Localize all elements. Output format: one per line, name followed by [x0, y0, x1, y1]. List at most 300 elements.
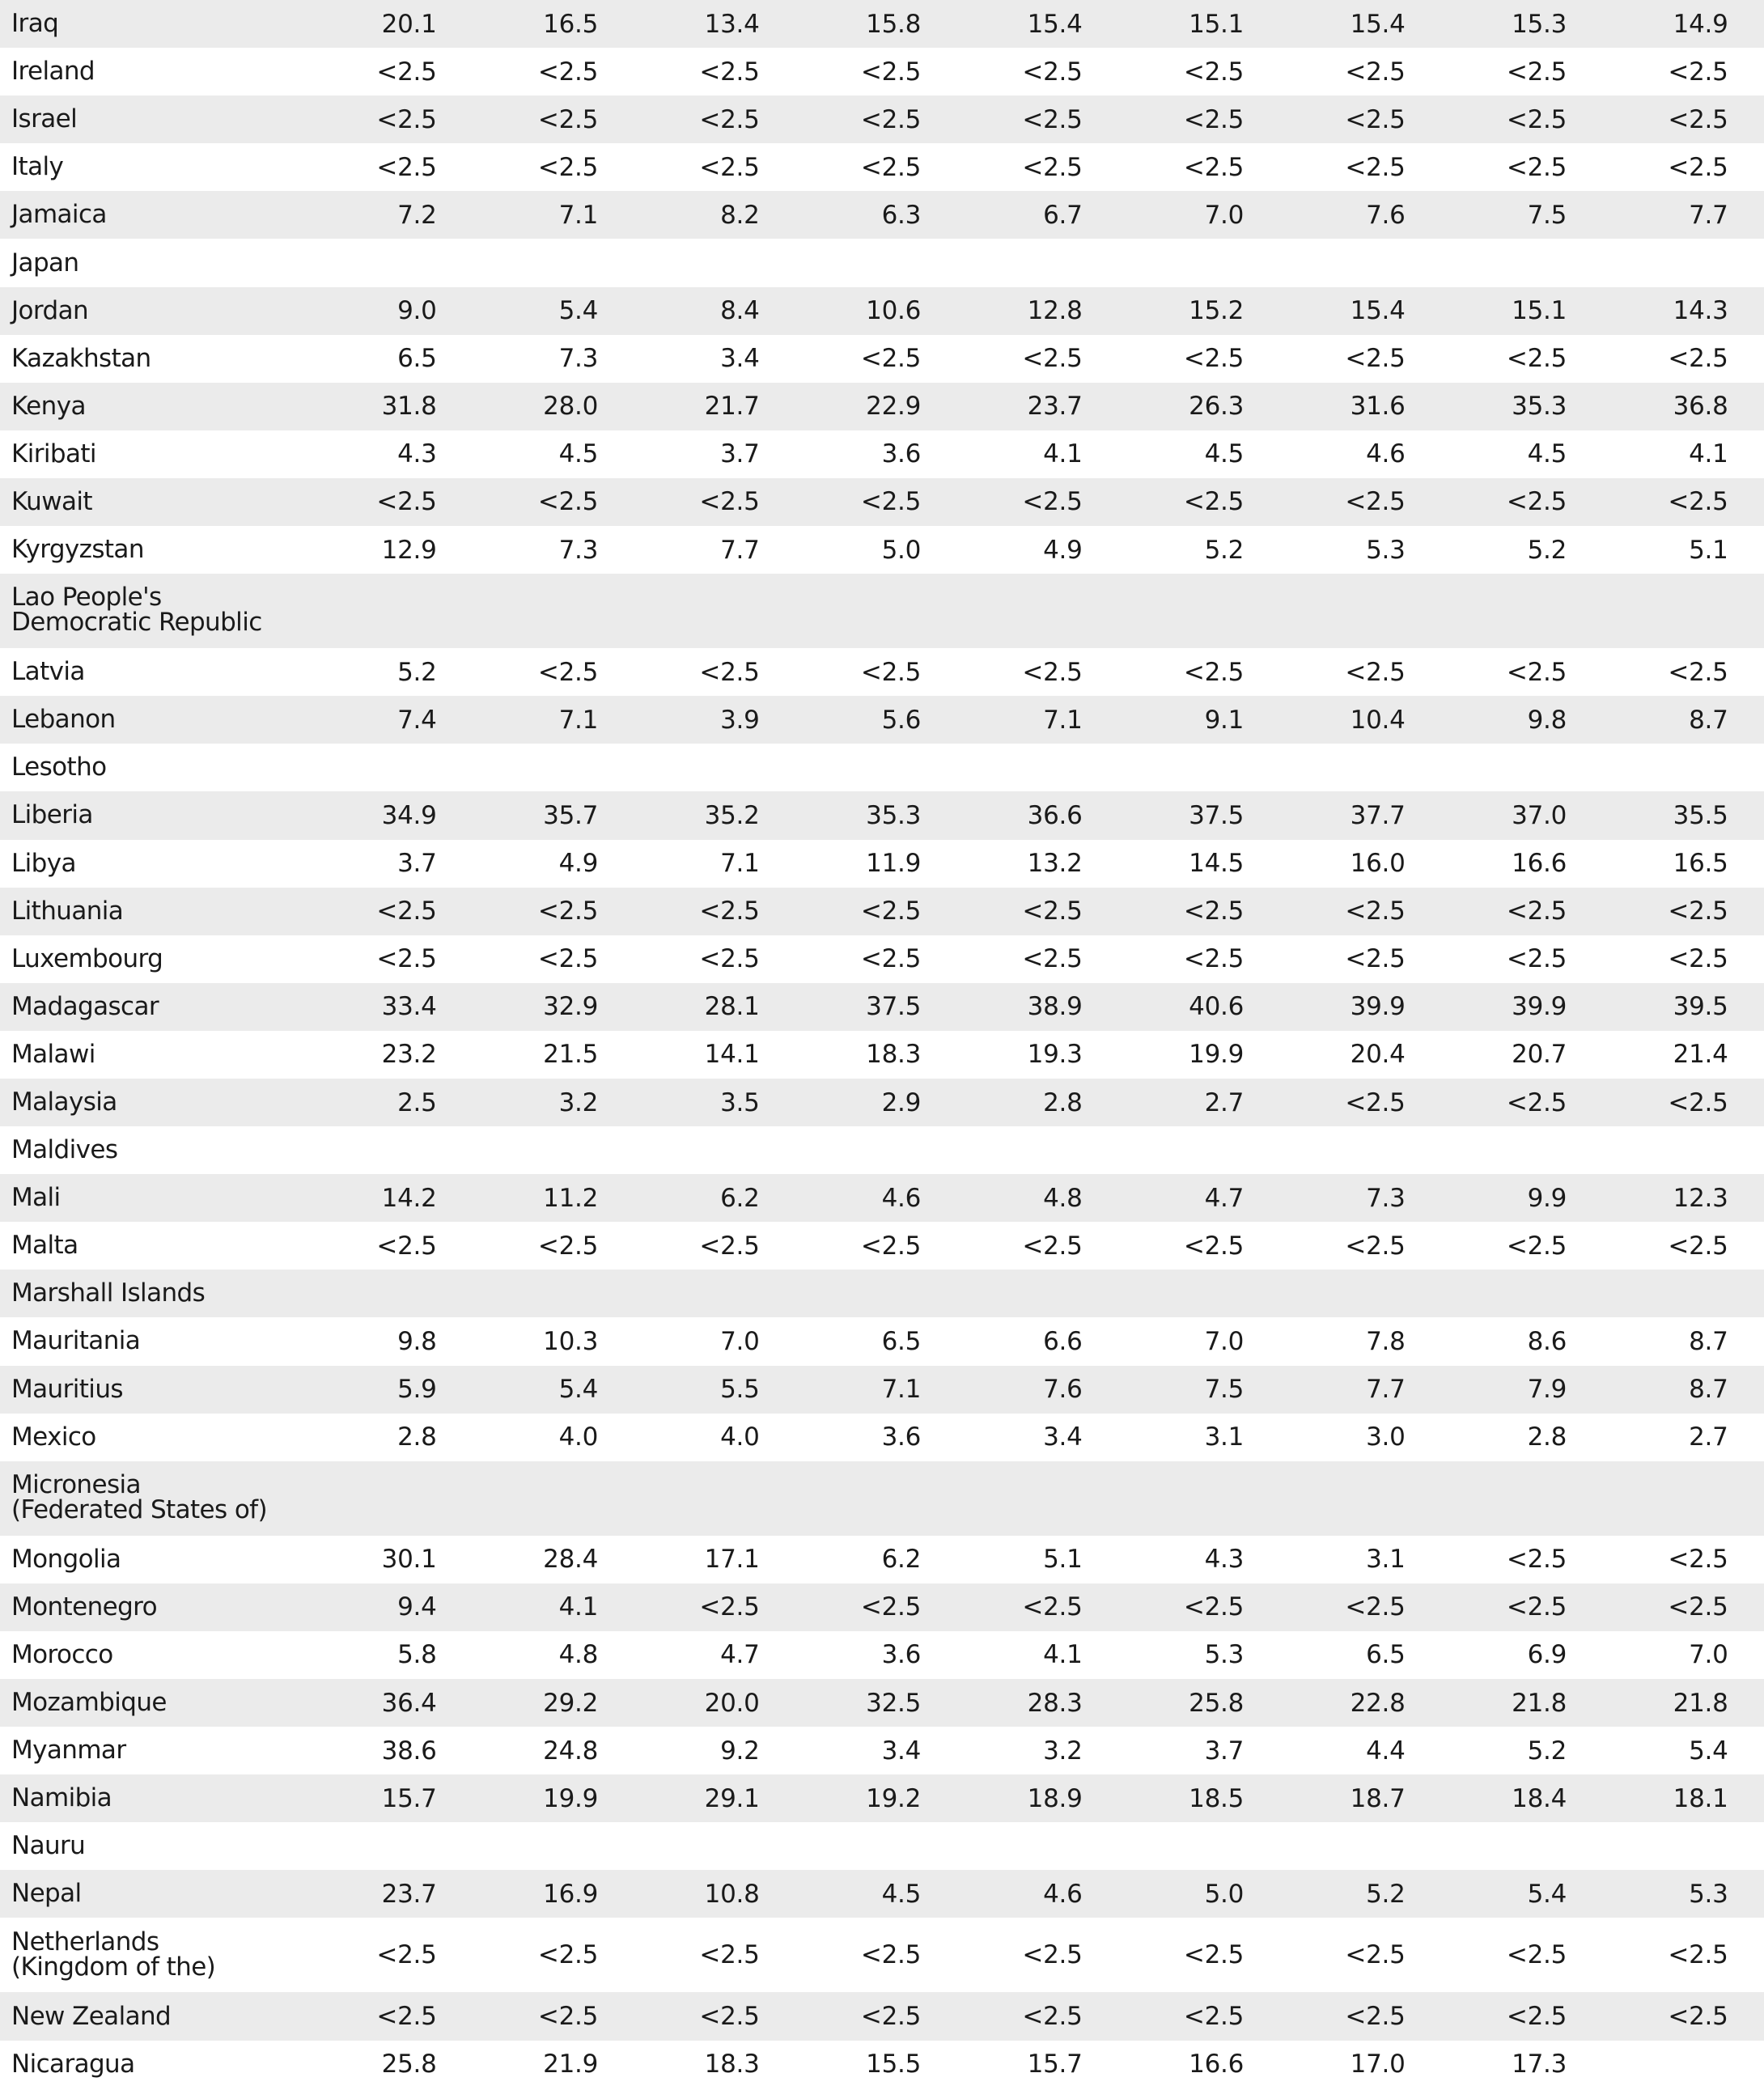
value-cell: 7.1 — [1043, 705, 1083, 735]
value-cell: 37.5 — [1189, 800, 1244, 830]
value-cell: 5.3 — [1204, 1640, 1244, 1670]
table-row — [0, 935, 1764, 983]
value-cell: 28.0 — [543, 392, 598, 422]
value-cell: 6.5 — [1366, 1640, 1406, 1670]
value-cell: 4.5 — [1204, 439, 1244, 469]
value-cell: 7.7 — [1366, 1375, 1406, 1405]
table-row — [0, 287, 1764, 335]
value-cell: 40.6 — [1189, 992, 1244, 1022]
value-cell: <2.5 — [1183, 897, 1244, 926]
value-cell: <2.5 — [1668, 152, 1728, 182]
value-cell: 7.7 — [1689, 200, 1728, 230]
value-cell: <2.5 — [1506, 1940, 1567, 1970]
value-cell: 37.0 — [1512, 800, 1567, 830]
value-cell: <2.5 — [537, 152, 598, 182]
value-cell: <2.5 — [699, 944, 760, 974]
table-row — [0, 1317, 1764, 1365]
country-name: Liberia — [11, 800, 93, 830]
value-cell: 23.7 — [1027, 392, 1083, 422]
value-cell: 6.5 — [397, 344, 437, 374]
value-cell: <2.5 — [1506, 1545, 1567, 1575]
value-cell: 39.9 — [1350, 992, 1406, 1022]
value-cell: <2.5 — [1345, 152, 1406, 182]
value-cell: <2.5 — [1506, 487, 1567, 517]
value-cell: 3.9 — [720, 705, 760, 735]
value-cell: 6.7 — [1043, 200, 1083, 230]
value-cell: 19.9 — [1189, 1040, 1244, 1070]
value-cell: <2.5 — [699, 1940, 760, 1970]
value-cell: <2.5 — [1183, 57, 1244, 87]
table-row — [0, 95, 1764, 143]
value-cell: 33.4 — [381, 992, 437, 1022]
value-cell — [1244, 1461, 1406, 1473]
value-cell: 5.6 — [881, 705, 921, 735]
value-cell: <2.5 — [1506, 944, 1567, 974]
value-cell — [1083, 574, 1245, 585]
value-cell: 10.6 — [866, 296, 921, 326]
value-cell: 16.5 — [1673, 849, 1728, 879]
value-cell: 5.2 — [1204, 535, 1244, 565]
table-row — [0, 888, 1764, 935]
country-name: Kiribati — [11, 439, 96, 468]
value-cell: <2.5 — [1668, 1545, 1728, 1575]
value-cell — [1567, 1461, 1728, 1473]
value-cell: <2.5 — [1022, 1231, 1083, 1261]
value-cell: <2.5 — [860, 657, 921, 687]
value-cell: 14.5 — [1189, 849, 1244, 879]
value-cell: 6.6 — [1043, 1326, 1083, 1356]
value-cell: <2.5 — [1668, 1087, 1728, 1117]
value-cell: <2.5 — [537, 944, 598, 974]
country-name: Luxembourg — [11, 943, 163, 973]
value-cell: <2.5 — [699, 1592, 760, 1622]
value-cell: 14.3 — [1673, 296, 1728, 326]
value-cell: 15.4 — [1350, 296, 1406, 326]
value-cell: <2.5 — [1345, 1231, 1406, 1261]
value-cell: 15.7 — [1027, 2050, 1083, 2079]
value-cell: 7.4 — [397, 705, 437, 735]
value-cell: 4.1 — [1043, 1640, 1083, 1670]
value-cell: 3.1 — [1204, 1422, 1244, 1452]
value-cell: 18.3 — [704, 2050, 760, 2079]
value-cell — [598, 574, 760, 585]
value-cell: <2.5 — [1183, 344, 1244, 374]
value-cell: 16.5 — [543, 9, 598, 39]
country-name: Maldives — [11, 1135, 118, 1165]
table-row — [0, 1366, 1764, 1414]
table-row — [0, 1270, 1764, 1317]
value-cell: 7.1 — [558, 705, 598, 735]
value-cell: 21.7 — [704, 392, 760, 422]
country-name: Micronesia (Federated States of) — [11, 1469, 267, 1524]
country-name: Jamaica — [11, 200, 107, 230]
value-cell: <2.5 — [1183, 104, 1244, 134]
value-cell: 15.2 — [1189, 296, 1244, 326]
value-cell: 35.5 — [1673, 800, 1728, 830]
value-cell: 5.2 — [1527, 535, 1567, 565]
value-cell: 3.4 — [881, 1736, 921, 1766]
value-cell: 4.3 — [1204, 1545, 1244, 1575]
value-cell: 4.4 — [1366, 1736, 1406, 1766]
value-cell: <2.5 — [1022, 1592, 1083, 1622]
table-row — [0, 191, 1764, 239]
value-cell: <2.5 — [376, 1231, 437, 1261]
country-name: Mexico — [11, 1422, 96, 1452]
value-cell: <2.5 — [537, 897, 598, 926]
value-cell: 24.8 — [543, 1736, 598, 1766]
value-cell: 11.2 — [543, 1183, 598, 1213]
value-cell: <2.5 — [1506, 104, 1567, 134]
value-cell: <2.5 — [537, 57, 598, 87]
value-cell: <2.5 — [376, 152, 437, 182]
value-cell: <2.5 — [1668, 1231, 1728, 1261]
value-cell: <2.5 — [537, 487, 598, 517]
value-cell: 13.4 — [704, 9, 760, 39]
country-name: Nauru — [11, 1831, 86, 1861]
country-name: New Zealand — [11, 2001, 172, 2031]
value-cell: 17.0 — [1350, 2050, 1406, 2079]
table-row — [0, 1126, 1764, 1174]
value-cell: 15.4 — [1027, 9, 1083, 39]
value-cell: 2.9 — [881, 1087, 921, 1117]
value-cell: 14.2 — [381, 1183, 437, 1213]
table-row — [0, 1822, 1764, 1870]
value-cell: <2.5 — [1022, 1940, 1083, 1970]
value-cell: 3.5 — [720, 1087, 760, 1117]
value-cell: 5.4 — [558, 1375, 598, 1405]
value-cell: 32.5 — [866, 1688, 921, 1718]
value-cell: 4.5 — [558, 439, 598, 469]
table-row — [0, 1461, 1764, 1536]
value-cell: 7.0 — [1689, 1640, 1728, 1670]
country-name: Ireland — [11, 57, 95, 87]
value-cell: 4.7 — [720, 1640, 760, 1670]
value-cell: 5.4 — [558, 296, 598, 326]
value-cell — [1406, 574, 1567, 585]
value-cell — [1406, 1461, 1567, 1473]
value-cell: 7.1 — [558, 200, 598, 230]
value-cell: 7.0 — [1204, 200, 1244, 230]
value-cell: 9.4 — [397, 1592, 437, 1622]
value-cell: 15.3 — [1512, 9, 1567, 39]
value-cell: 5.0 — [1204, 1879, 1244, 1909]
value-cell: 16.0 — [1350, 849, 1406, 879]
table-row — [0, 2041, 1764, 2088]
table-row — [0, 1679, 1764, 1727]
value-cell: 3.2 — [1043, 1736, 1083, 1766]
value-cell: 38.9 — [1027, 992, 1083, 1022]
value-cell: 4.3 — [397, 439, 437, 469]
value-cell: <2.5 — [699, 2002, 760, 2032]
value-cell — [437, 1461, 599, 1473]
country-name: Israel — [11, 104, 78, 134]
value-cell: 6.2 — [881, 1545, 921, 1575]
value-cell: <2.5 — [537, 657, 598, 687]
table-row — [0, 335, 1764, 383]
value-cell: 7.1 — [881, 1375, 921, 1405]
value-cell: <2.5 — [376, 897, 437, 926]
value-cell: <2.5 — [1022, 104, 1083, 134]
value-cell: <2.5 — [860, 152, 921, 182]
value-cell: <2.5 — [1668, 2002, 1728, 2032]
value-cell: 25.8 — [381, 2050, 437, 2079]
value-cell: <2.5 — [1183, 1592, 1244, 1622]
value-cell: 37.7 — [1350, 800, 1406, 830]
value-cell: 8.2 — [720, 200, 760, 230]
value-cell: <2.5 — [1668, 897, 1728, 926]
value-cell: 3.7 — [1204, 1736, 1244, 1766]
value-cell: <2.5 — [376, 104, 437, 134]
value-cell: 11.9 — [866, 849, 921, 879]
table-row — [0, 648, 1764, 696]
country-name: Lebanon — [11, 705, 116, 735]
value-cell: 3.1 — [1366, 1545, 1406, 1575]
value-cell: <2.5 — [1345, 657, 1406, 687]
country-name: Namibia — [11, 1783, 112, 1813]
value-cell: 5.1 — [1689, 535, 1728, 565]
value-cell: 4.6 — [1366, 439, 1406, 469]
value-cell: 2.7 — [1204, 1087, 1244, 1117]
value-cell: 4.6 — [1043, 1879, 1083, 1909]
table-row — [0, 696, 1764, 744]
value-cell: 19.3 — [1027, 1040, 1083, 1070]
value-cell: 4.5 — [881, 1879, 921, 1909]
table-row — [0, 1870, 1764, 1918]
value-cell: 16.6 — [1512, 849, 1567, 879]
value-cell: <2.5 — [1022, 152, 1083, 182]
value-cell: 8.7 — [1689, 1375, 1728, 1405]
value-cell: <2.5 — [537, 104, 598, 134]
value-cell: 31.6 — [1350, 392, 1406, 422]
value-cell: 3.6 — [881, 1640, 921, 1670]
value-cell: <2.5 — [1345, 2002, 1406, 2032]
value-cell: <2.5 — [1506, 1231, 1567, 1261]
value-cell: 21.5 — [543, 1040, 598, 1070]
value-cell: 18.9 — [1027, 1783, 1083, 1813]
value-cell: 7.6 — [1366, 200, 1406, 230]
value-cell: <2.5 — [1506, 897, 1567, 926]
value-cell: 5.8 — [397, 1640, 437, 1670]
value-cell: <2.5 — [376, 487, 437, 517]
value-cell: 3.7 — [397, 849, 437, 879]
value-cell: 4.0 — [720, 1422, 760, 1452]
value-cell: 9.8 — [1527, 705, 1567, 735]
value-cell: 22.9 — [866, 392, 921, 422]
country-name: Mali — [11, 1183, 61, 1213]
value-cell: 15.8 — [866, 9, 921, 39]
value-cell: 10.4 — [1350, 705, 1406, 735]
table-row — [0, 1536, 1764, 1583]
value-cell: 30.1 — [381, 1545, 437, 1575]
value-cell: 15.5 — [866, 2050, 921, 2079]
value-cell: 32.9 — [543, 992, 598, 1022]
value-cell: <2.5 — [1668, 1592, 1728, 1622]
value-cell: 3.2 — [558, 1087, 598, 1117]
value-cell: <2.5 — [699, 657, 760, 687]
value-cell: 7.3 — [558, 344, 598, 374]
value-cell: 19.9 — [543, 1783, 598, 1813]
value-cell: <2.5 — [1183, 944, 1244, 974]
country-name: Mozambique — [11, 1688, 167, 1718]
value-cell: 15.4 — [1350, 9, 1406, 39]
value-cell: <2.5 — [537, 1940, 598, 1970]
value-cell: 36.8 — [1673, 392, 1728, 422]
table-row — [0, 526, 1764, 574]
value-cell: 15.1 — [1189, 9, 1244, 39]
value-cell: 5.5 — [720, 1375, 760, 1405]
value-cell: 25.8 — [1189, 1688, 1244, 1718]
value-cell: <2.5 — [699, 104, 760, 134]
value-cell: 35.7 — [543, 800, 598, 830]
value-cell: <2.5 — [537, 2002, 598, 2032]
value-cell: 4.9 — [558, 849, 598, 879]
value-cell: <2.5 — [860, 487, 921, 517]
value-cell: 4.7 — [1204, 1183, 1244, 1213]
table-row — [0, 478, 1764, 526]
value-cell: 31.8 — [381, 392, 437, 422]
value-cell — [760, 1461, 922, 1473]
value-cell: <2.5 — [1345, 944, 1406, 974]
value-cell: 10.3 — [543, 1326, 598, 1356]
table-row — [0, 239, 1764, 286]
value-cell: 10.8 — [704, 1879, 760, 1909]
value-cell: 5.2 — [1366, 1879, 1406, 1909]
value-cell: <2.5 — [1345, 104, 1406, 134]
value-cell: <2.5 — [1183, 152, 1244, 182]
value-cell: <2.5 — [1506, 1087, 1567, 1117]
value-cell: <2.5 — [1668, 57, 1728, 87]
value-cell: 7.1 — [720, 849, 760, 879]
value-cell: <2.5 — [1506, 57, 1567, 87]
value-cell: 21.8 — [1673, 1688, 1728, 1718]
value-cell: 6.2 — [720, 1183, 760, 1213]
country-name: Italy — [11, 152, 64, 182]
value-cell: 19.2 — [866, 1783, 921, 1813]
value-cell: <2.5 — [1345, 57, 1406, 87]
value-cell: <2.5 — [860, 57, 921, 87]
value-cell: <2.5 — [1668, 1940, 1728, 1970]
table-row — [0, 143, 1764, 191]
value-cell: 7.2 — [397, 200, 437, 230]
value-cell: 20.4 — [1350, 1040, 1406, 1070]
table-row — [0, 1918, 1764, 1992]
table-row — [0, 1031, 1764, 1079]
value-cell: <2.5 — [1183, 2002, 1244, 2032]
value-cell: <2.5 — [1183, 1940, 1244, 1970]
value-cell: 3.0 — [1366, 1422, 1406, 1452]
value-cell: <2.5 — [1022, 344, 1083, 374]
value-cell: <2.5 — [537, 1231, 598, 1261]
value-cell: 7.9 — [1527, 1375, 1567, 1405]
value-cell: 6.5 — [881, 1326, 921, 1356]
value-cell: 3.7 — [720, 439, 760, 469]
value-cell: 5.2 — [397, 657, 437, 687]
country-name: Kyrgyzstan — [11, 535, 144, 565]
table-row — [0, 574, 1764, 648]
country-name: Malawi — [11, 1039, 95, 1069]
country-name: Marshall Islands — [11, 1278, 206, 1308]
value-cell: 18.3 — [866, 1040, 921, 1070]
value-cell — [760, 574, 922, 585]
value-cell: <2.5 — [1506, 1592, 1567, 1622]
value-cell: <2.5 — [1506, 152, 1567, 182]
value-cell: 16.9 — [543, 1879, 598, 1909]
value-cell — [437, 574, 599, 585]
country-name: Libya — [11, 848, 76, 878]
value-cell: 2.8 — [1043, 1087, 1083, 1117]
value-cell: <2.5 — [1183, 487, 1244, 517]
table-row — [0, 1583, 1764, 1631]
value-cell: 28.4 — [543, 1545, 598, 1575]
value-cell: 17.1 — [704, 1545, 760, 1575]
table-row — [0, 1774, 1764, 1822]
value-cell: 17.3 — [1512, 2050, 1567, 2079]
table-row — [0, 48, 1764, 95]
value-cell: 21.8 — [1512, 1688, 1567, 1718]
value-cell: 26.3 — [1189, 392, 1244, 422]
value-cell: 7.6 — [1043, 1375, 1083, 1405]
value-cell: 7.7 — [720, 535, 760, 565]
country-name: Myanmar — [11, 1736, 126, 1766]
value-cell: 4.5 — [1527, 439, 1567, 469]
value-cell: 2.5 — [397, 1087, 437, 1117]
value-cell: <2.5 — [1345, 897, 1406, 926]
value-cell: 5.0 — [881, 535, 921, 565]
country-name: Kazakhstan — [11, 343, 151, 373]
value-cell: 29.2 — [543, 1688, 598, 1718]
country-name: Jordan — [11, 295, 89, 325]
value-cell: <2.5 — [1022, 487, 1083, 517]
value-cell: 5.3 — [1689, 1879, 1728, 1909]
value-cell: 23.7 — [381, 1879, 437, 1909]
value-cell — [921, 574, 1083, 585]
value-cell: 2.8 — [1527, 1422, 1567, 1452]
value-cell: 4.8 — [558, 1640, 598, 1670]
value-cell: 6.3 — [881, 200, 921, 230]
value-cell: 36.4 — [381, 1688, 437, 1718]
country-name: Kenya — [11, 391, 86, 421]
value-cell: <2.5 — [1022, 657, 1083, 687]
table-row — [0, 1079, 1764, 1126]
value-cell: 38.6 — [381, 1736, 437, 1766]
value-cell: 5.9 — [397, 1375, 437, 1405]
value-cell: 7.3 — [1366, 1183, 1406, 1213]
value-cell: 7.0 — [720, 1326, 760, 1356]
value-cell: <2.5 — [1506, 2002, 1567, 2032]
value-cell: 35.3 — [1512, 392, 1567, 422]
value-cell: <2.5 — [1345, 1087, 1406, 1117]
table-row — [0, 1727, 1764, 1774]
value-cell: <2.5 — [860, 1231, 921, 1261]
value-cell: 9.9 — [1527, 1183, 1567, 1213]
value-cell: 5.4 — [1689, 1736, 1728, 1766]
value-cell: <2.5 — [1668, 657, 1728, 687]
table-row — [0, 1992, 1764, 2040]
value-cell: 2.7 — [1689, 1422, 1728, 1452]
value-cell — [1567, 574, 1728, 585]
value-cell — [275, 1461, 437, 1473]
value-cell: 5.3 — [1366, 535, 1406, 565]
value-cell: 39.5 — [1673, 992, 1728, 1022]
value-cell: <2.5 — [1022, 897, 1083, 926]
value-cell: 39.9 — [1512, 992, 1567, 1022]
value-cell: 6.9 — [1527, 1640, 1567, 1670]
value-cell: <2.5 — [1022, 2002, 1083, 2032]
value-cell: 3.4 — [720, 344, 760, 374]
value-cell: 7.3 — [558, 535, 598, 565]
value-cell: <2.5 — [1506, 344, 1567, 374]
value-cell: 7.8 — [1366, 1326, 1406, 1356]
